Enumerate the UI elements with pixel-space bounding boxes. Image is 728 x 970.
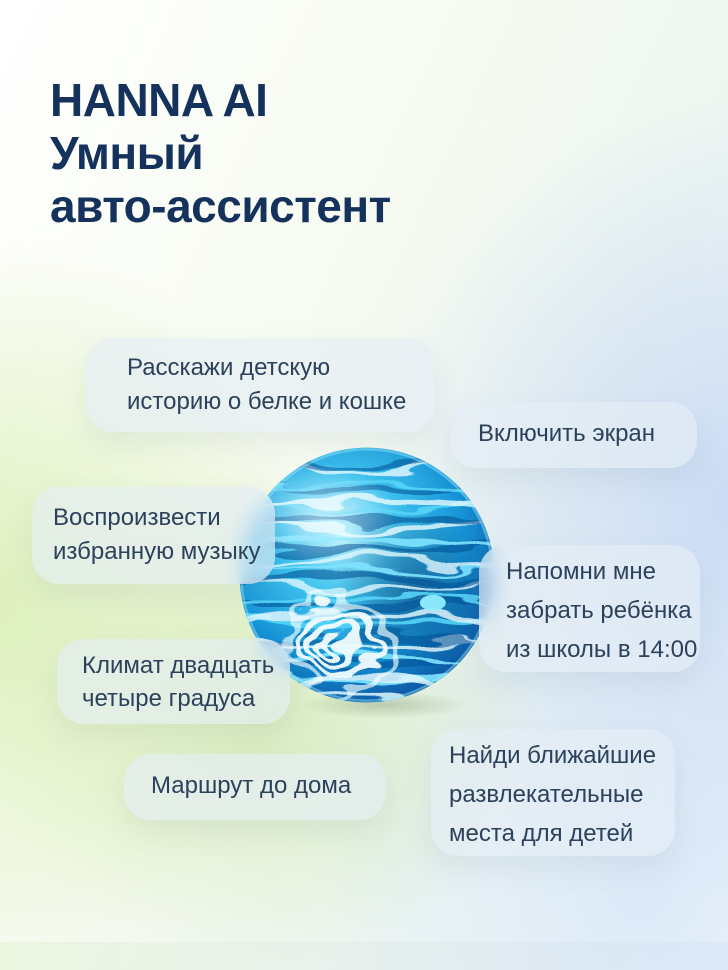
bubble-text-line: места для детей [449,820,634,847]
bubble-text-line: Маршрут до дома [151,772,352,799]
subtitle-line: авто-ассистент [50,180,391,232]
bubble-text-line: Климат двадцать [82,652,275,679]
command-bubble-tell-story [86,338,435,432]
command-bubble-find-places [431,729,675,856]
bubble-text-line: забрать ребёнка [506,597,692,624]
command-bubble-reminder [479,545,700,672]
command-bubble-route-home [124,754,386,820]
command-bubble-play-music [32,487,275,584]
subtitle-line: Умный [50,127,204,179]
bubble-text-line: развлекательные [449,781,644,808]
page-title [50,74,391,233]
bubble-text-line: из школы в 14:00 [506,636,698,663]
bubble-text-line: Включить экран [478,420,656,447]
bubble-text-line: Найди ближайшие [449,742,657,769]
command-bubble-climate [57,639,290,724]
bubble-text-line: историю о белке и кошке [127,388,407,415]
bubble-text-line: Воспроизвести [53,504,221,531]
bubble-text-line: избранную музыку [53,538,261,565]
brand-name: HANNA AI [50,74,268,126]
bottom-gradient-strip [0,942,728,970]
bubble-text-line: четыре градуса [82,685,256,712]
bubble-text-line: Напомни мне [506,558,656,585]
command-bubble-turn-on-screen [450,402,697,468]
bubble-text-line: Расскажи детскую [127,354,331,381]
